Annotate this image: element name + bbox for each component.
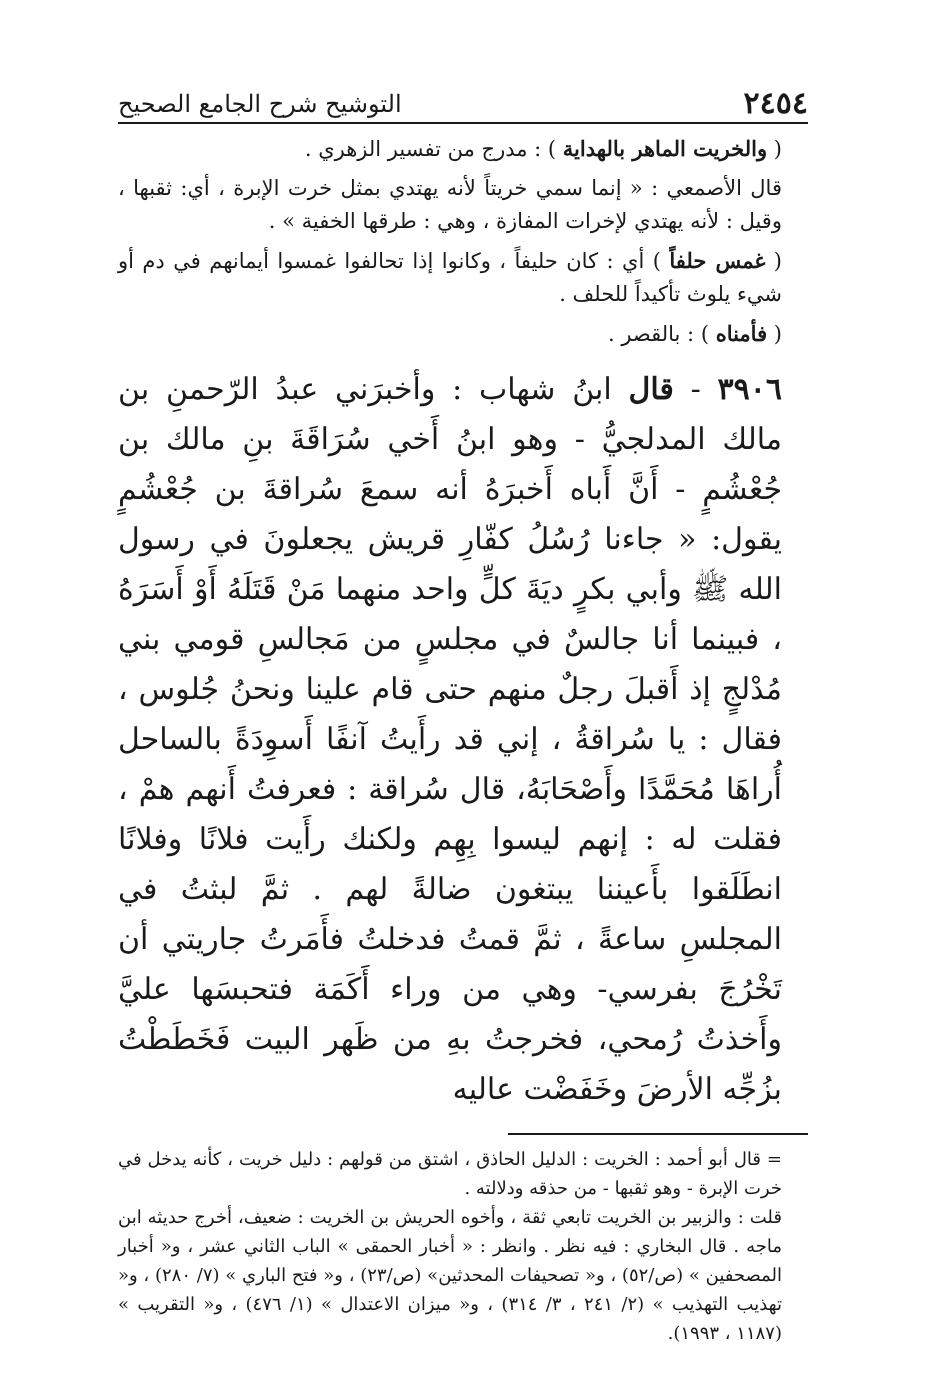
note-paragraph: قال الأصمعي : « إنما سمي خريتاً لأنه يهتدي بمثل خرت الإبرة ، أي: ثقبها ، وقيل : لأنه يهتدي لإخرات المفازة ، وهي : طرقها الخفية » . [118,176,782,233]
footnote-rule [508,1133,808,1135]
hadith-paragraph: ٣٩٠٦ - قال ابنُ شهاب : وأخبرَني عبدُ الرّحمنِ بن مالك المدلجيُّ - وهو ابنُ أَخي سُرَاقَةَ بنِ مالك بن جُعْشُمٍ - أَنَّ أَباه أَخبرَهُ أنه سمعَ سُراقةَ بن جُعْشُمٍ يقول: « جاءنا رُسُلُ كفّارِ قريش يجعلونَ في رسول الله ﷺ وأبي بكرٍ ديَةَ كلٍّ واحد منهما مَنْ قَتَلَهُ أَوْ أَسَرَهُ ، فبينما أنا جالسٌ في مجلسٍ من مَجالسِ قومي بني مُدْلجٍ إذ أَقبلَ رجلٌ منهم حتى قام علينا ونحنُ جُلوس ، فقال : يا سُراقةُ ، إني قد رأَيتُ آنفًا أَسوِدَةً بالساحل أُراهَا مُحَمَّدًا وأَصْحَابَهُ، قال سُراقة : فعرفتُ أَنهم همْ ، فقلت له : إنهم ليسوا بِهِم ولكنك رأَيت فلانًا وفلانًا انطَلَقوا بأَعيننا يبتغون ضالةً لهم . ثمَّ لبثتُ في المجلسِ ساعةً ، ثمَّ قمتُ فدخلتُ فأَمَرتُ جاريتي أن تَخْرُجَ بفرسي- وهي من وراء أَكَمَة فتحبسَها عليَّ وأَخذتُ رُمحي، فخرجتُ بهِ من ظَهر البيت فَخَطَطْتُ بزُجِّه الأرضَ وخَفَضْت عاليه [118,372,782,1107]
footnotes [118,1145,808,1348]
hadith-body: ابنُ شهاب : وأخبرَني عبدُ الرّحمنِ بن مالك المدلجيُّ - وهو ابنُ أَخي سُرَاقَةَ بنِ مالك بن جُعْشُمٍ - أَنَّ أَباه أَخبرَهُ أنه سمعَ سُراقةَ بن جُعْشُمٍ يقول: « جاءنا رُسُلُ كفّارِ قريش يجعلونَ في رسول الله ﷺ وأبي بكرٍ ديَةَ كلٍّ واحد منهما مَنْ قَتَلَهُ أَوْ أَسَرَهُ ، فبينما أنا جالسٌ في مجلسٍ من مَجالسِ قومي بني مُدْلجٍ إذ أَقبلَ رجلٌ منهم حتى قام علينا ونحنُ جُلوس ، فقال : يا سُراقةُ ، إني قد رأَيتُ آنفًا أَسوِدَةً بالساحل أُراهَا مُحَمَّدًا وأَصْحَابَهُ، قال سُراقة : فعرفتُ أَنهم همْ ، فقلت له : إنهم ليسوا بِهِم ولكنك رأَيت فلانًا وفلانًا انطَلَقوا بأَعيننا يبتغون ضالةً لهم . ثمَّ لبثتُ في المجلسِ ساعةً ، ثمَّ قمتُ فدخلتُ فأَمَرتُ جاريتي أن تَخْرُجَ بفرسي- وهي من وراء أَكَمَة فتحبسَها عليَّ وأَخذتُ رُمحي، فخرجتُ بهِ من ظَهر البيت فَخَطَطْتُ بزُجِّه الأرضَ وخَفَضْت عاليه [118,372,782,1107]
footnote-paragraph: قلت : والزبير بن الخريت تابعي ثقة ، وأخوه الحريش بن الخريت : ضعيف، أخرج حديثه ابن ماجه . قال البخاري : فيه نظر . وانظر : « أخبار الحمقى » الباب الثاني عشر ، و« أخبار المصحفين » (ص/٥٢) ، و« تصحيفات المحدثين» (ص/٢٣) ، و« فتح الباري » (٧/ ٢٨٠) ، و« تهذيب التهذيب » (٢/ ٢٤١ ، ٣/ ٣١٤) ، و« ميزان الاعتدال » (١/ ٤٧٦) ، و« التقريب » (١١٨٧ ، ١٩٩٣). [118,1207,782,1344]
note-term: والخريت الماهر بالهداية [562,136,768,161]
note-term: فأمناه [715,321,768,346]
note-paragraph: ( غمس حلفاً ) أي : كان حليفاً ، وكانوا إذا تحالفوا غمسوا أيمانهم في دم أو شيء يلوث تأكيداً للحلف . [118,248,782,306]
note-paragraph: ( فأمناه ) : بالقصر . [607,321,782,346]
commentary-notes [118,132,808,351]
page-header [118,82,808,122]
hadith-number: ٣٩٠٦ [717,372,782,407]
page-number: ٢٤٥٤ [743,86,808,121]
hadith-text [118,365,808,1115]
note-term: غمس حلفاً [669,248,766,273]
header-rule [118,122,808,124]
hadith-qala: قال [628,372,674,407]
running-title: التوشيح شرح الجامع الصحيح [118,90,402,118]
book-page [118,82,808,1344]
footnote-paragraph: = قال أبو أحمد : الخريت : الدليل الحاذق ، اشتق من قولهم : دليل خريت ، كأنه يدخل في خرت الإبرة - وهو ثقبها - من حذقه ودلالته . [118,1149,782,1199]
note-paragraph: ( والخريت الماهر بالهداية ) : مدرج من تفسير الزهري . [304,136,782,161]
